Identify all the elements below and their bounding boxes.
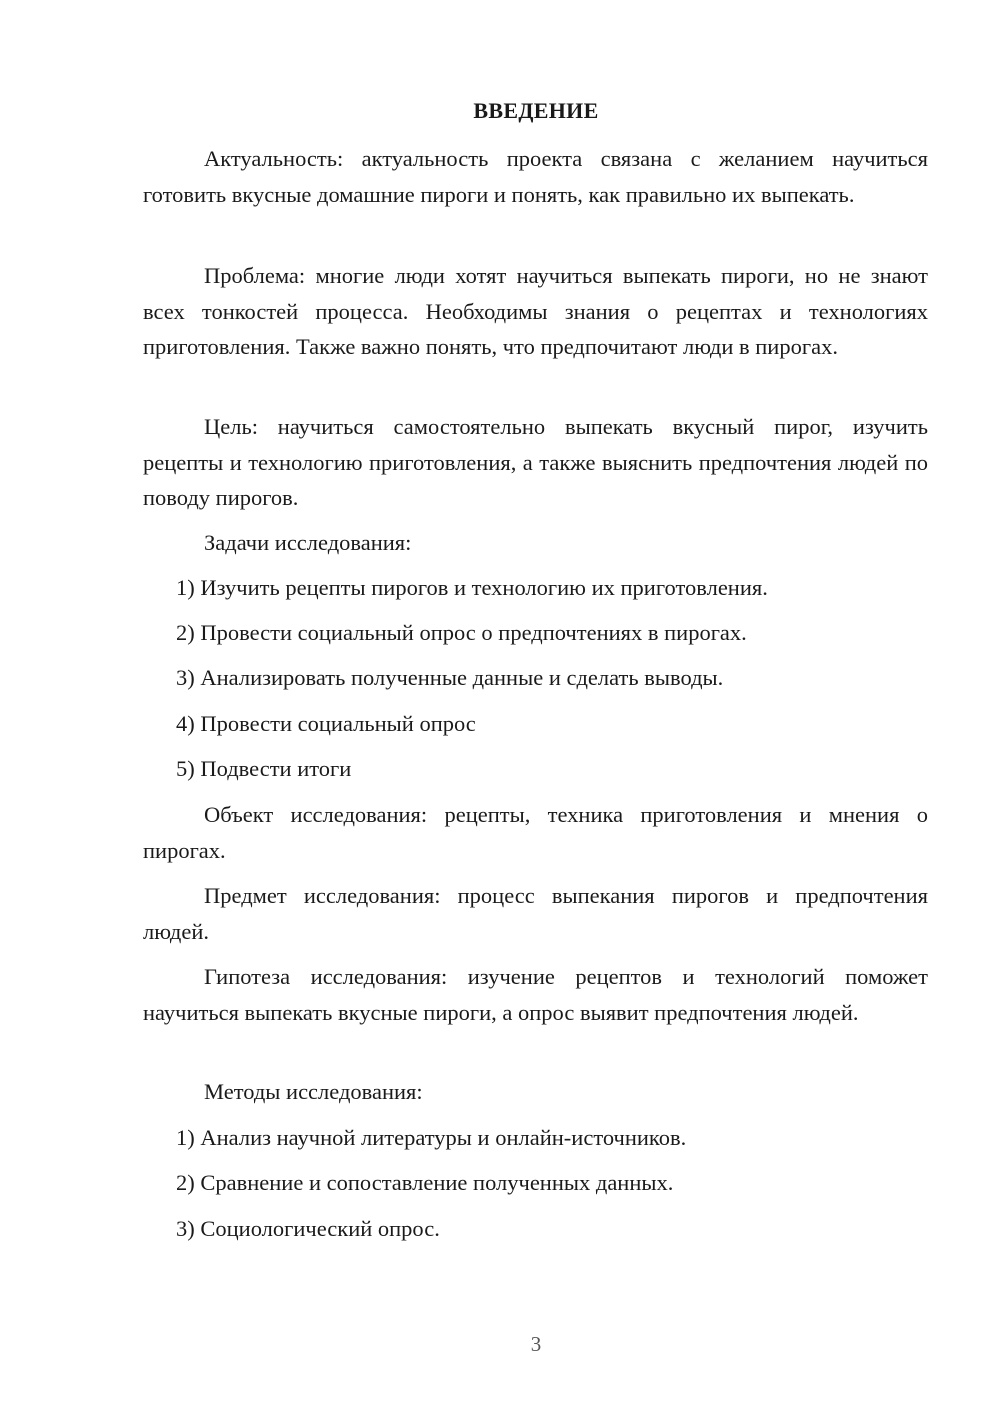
task-item-2: 2) Провести социальный опрос о предпочтениях в пирогах. — [176, 620, 747, 645]
paragraph-goal: Цель: научиться самостоятельно выпекать вкусный пирог, изучить рецепты и технологию приготовления, а также выяснить предпочтения людей по поводу пирогов. — [143, 414, 928, 510]
task-item-4: 4) Провести социальный опрос — [176, 711, 476, 736]
paragraph-hypothesis: Гипотеза исследования: изучение рецептов и технологий поможет научиться выпекать вкусные пироги, а опрос выявит предпочтения людей. — [143, 964, 928, 1025]
paragraph-subject: Предмет исследования: процесс выпекания пирогов и предпочтения людей. — [143, 883, 928, 944]
method-item-2: 2) Сравнение и сопоставление полученных данных. — [176, 1170, 674, 1195]
task-item-1: 1) Изучить рецепты пирогов и технологию их приготовления. — [176, 575, 768, 600]
paragraph-problem: Проблема: многие люди хотят научиться выпекать пироги, но не знают всех тонкостей процесса. Необходимы знания о рецептах и технологиях приготовления. Также важно понять, что предпочитают люди в пирогах. — [143, 263, 928, 359]
section-title: ВВЕДЕНИЕ — [473, 98, 599, 123]
methods-heading: Методы исследования: — [204, 1079, 423, 1104]
paragraph-object: Объект исследования: рецепты, техника приготовления и мнения о пирогах. — [143, 802, 928, 863]
page-number: 3 — [530, 1332, 542, 1356]
paragraph-relevance: Актуальность: актуальность проекта связана с желанием научиться готовить вкусные домашние пироги и понять, как правильно их выпекать. — [143, 146, 928, 207]
tasks-heading: Задачи исследования: — [204, 530, 412, 555]
method-item-1: 1) Анализ научной литературы и онлайн-источников. — [176, 1125, 687, 1150]
task-item-5: 5) Подвести итоги — [176, 756, 352, 781]
method-item-3: 3) Социологический опрос. — [176, 1216, 440, 1241]
task-item-3: 3) Анализировать полученные данные и сделать выводы. — [176, 665, 724, 690]
